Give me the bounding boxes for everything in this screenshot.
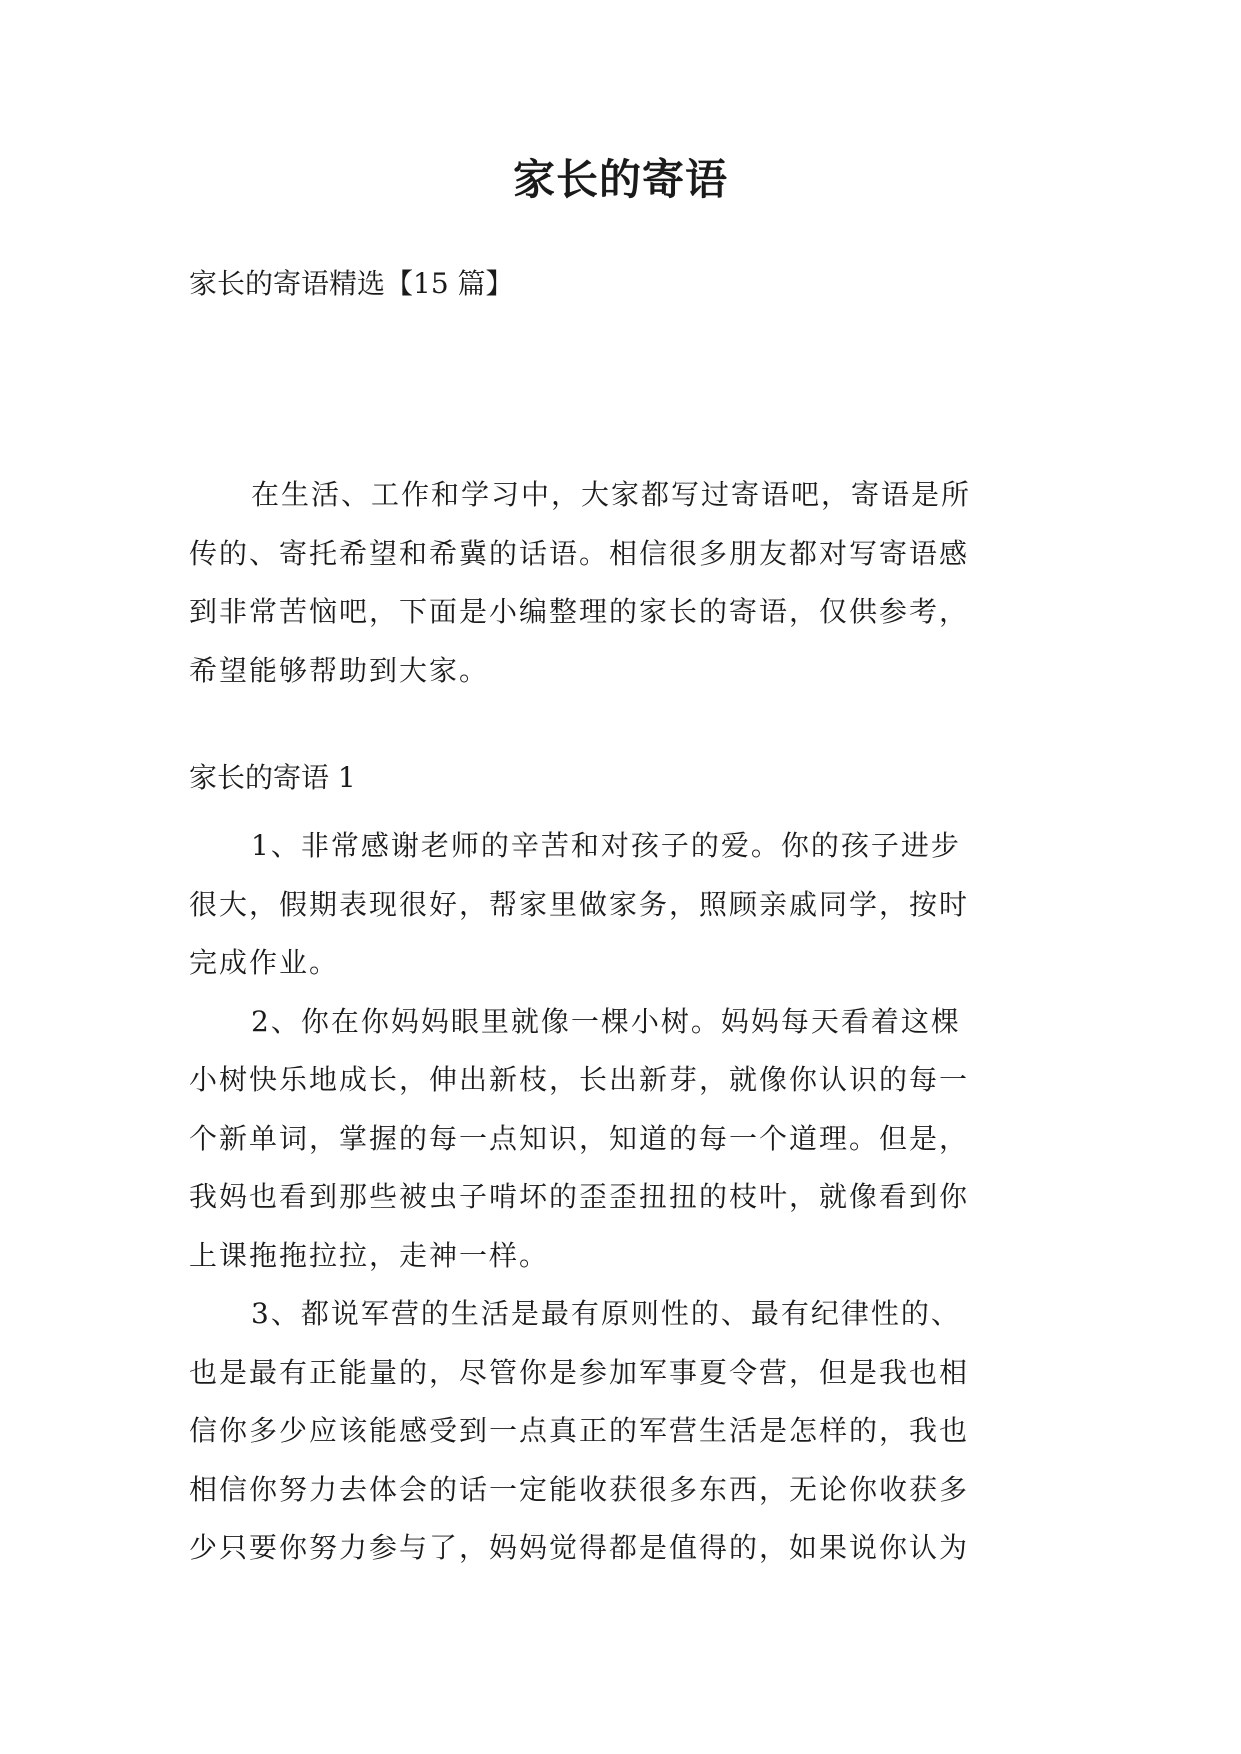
item-line: 上课拖拖拉拉，走神一样。 <box>189 1238 550 1272</box>
intro-line: 希望能够帮助到大家。 <box>189 653 490 687</box>
item-line: 小树快乐地成长，伸出新枝，长出新芽，就像你认识的每一 <box>189 1063 970 1096</box>
intro-paragraph <box>189 466 1069 700</box>
item-line: 2、你在你妈妈眼里就像一棵小树。妈妈每天看着这棵 <box>251 1004 961 1038</box>
item-line: 很大，假期表现很好，帮家里做家务，照顾亲戚同学，按时 <box>189 887 970 921</box>
item-line: 个新单词，掌握的每一点知识，知道的每一个道理。但是， <box>189 1121 970 1155</box>
page-title: 家长的寄语 <box>512 155 728 204</box>
section-heading: 家长的寄语 1 <box>189 761 356 794</box>
item-line: 1、非常感谢老师的辛苦和对孩子的爱。你的孩子进步 <box>251 829 961 862</box>
item-list <box>189 817 1069 1578</box>
intro-line: 到非常苦恼吧，下面是小编整理的家长的寄语，仅供参考， <box>189 595 970 628</box>
item-line: 完成作业。 <box>189 946 340 979</box>
item-line: 我妈也看到那些被虫子啃坏的歪歪扭扭的枝叶，就像看到你 <box>189 1180 970 1213</box>
item-line: 少只要你努力参与了，妈妈觉得都是值得的，如果说你认为 <box>189 1531 970 1564</box>
item-line: 3、都说军营的生活是最有原则性的、最有纪律性的、 <box>251 1297 961 1330</box>
intro-line: 在生活、工作和学习中，大家都写过寄语吧，寄语是所 <box>251 478 972 511</box>
item-line: 信你多少应该能感受到一点真正的军营生活是怎样的，我也 <box>189 1414 970 1447</box>
intro-line: 传的、寄托希望和希冀的话语。相信很多朋友都对写寄语感 <box>189 536 970 570</box>
item-line: 也是最有正能量的，尽管你是参加军事夏令营，但是我也相 <box>189 1355 970 1389</box>
item-line: 相信你努力去体会的话一定能收获很多东西，无论你收获多 <box>189 1472 970 1506</box>
document-subtitle: 家长的寄语精选【15 篇】 <box>189 267 514 300</box>
